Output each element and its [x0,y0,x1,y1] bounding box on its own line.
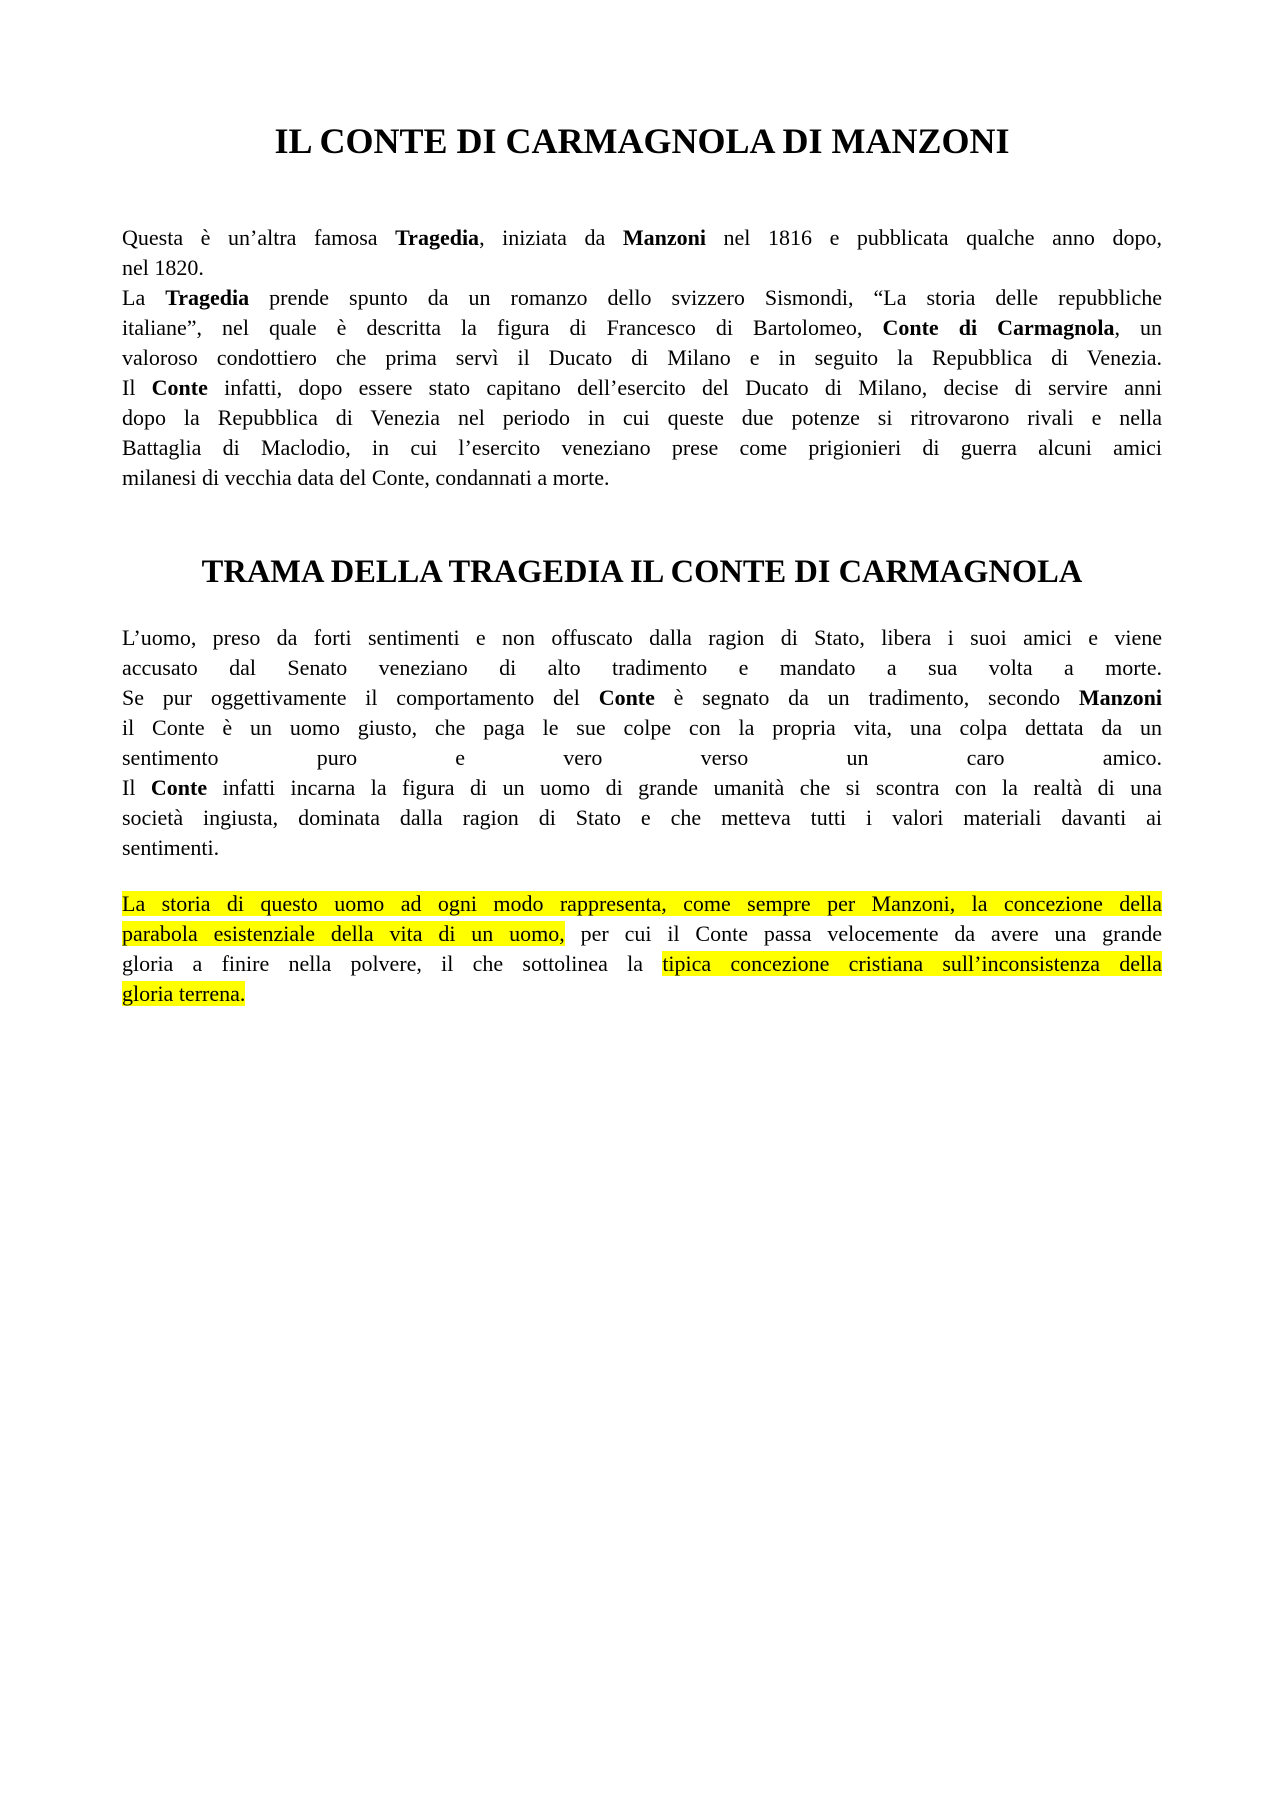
text-line [122,979,1162,1009]
bold-text: Tragedia [165,285,250,310]
text-run: , un [1114,315,1162,340]
text-line: valoroso condottiero che prima servì il Ducato di Milano e in seguito la Repubblica di Venezia. [122,345,1162,370]
text-line [122,313,1162,343]
bold-text: Conte [151,375,208,400]
text-run: Il [122,775,151,800]
highlighted-text: gloria terrena. [122,981,246,1006]
text-line: nel 1820. [122,255,204,280]
text-line: milanesi di vecchia data del Conte, condannati a morte. [122,465,610,490]
highlighted-text: parabola esistenziale della vita di un uomo, [122,921,565,946]
text-run: La [122,285,166,310]
bold-text: Conte [598,685,655,710]
text-run: Se pur oggettivamente il comportamento del [122,685,599,710]
text-line: accusato dal Senato veneziano di alto tradimento e mandato a sua volta a morte. [122,655,1162,680]
text-run: gloria a finire nella polvere, il che sottolinea la [122,951,663,976]
bold-text: Tragedia [395,225,480,250]
text-line [122,373,1162,403]
page-title: IL CONTE DI CARMAGNOLA DI MANZONI [274,121,1010,161]
text-line [122,683,1162,713]
text-line: sentimenti. [122,835,220,860]
bold-text: Conte di Carmagnola [882,315,1115,340]
text-run: Il [122,375,152,400]
closing-paragraph [122,889,1162,1009]
intro-paragraph [122,223,1162,493]
text-line: sentimento puro e vero verso un caro amico. [122,745,1162,770]
text-line [122,773,1162,803]
text-line [122,889,1162,919]
highlighted-text: La storia di questo uomo ad ogni modo rappresenta, come sempre per Manzoni, la concezione della [122,891,1162,916]
text-line: il Conte è un uomo giusto, che paga le sue colpe con la propria vita, una colpa dettata da un [122,715,1162,740]
text-line: società ingiusta, dominata dalla ragion di Stato e che metteva tutti i valori materiali davanti ai [122,805,1162,830]
bold-text: Manzoni [1078,685,1162,710]
text-run: per cui il Conte passa velocemente da avere una grande [564,921,1162,946]
text-line [122,919,1162,949]
text-run: Questa è un’altra famosa [122,225,396,250]
text-run: nel 1816 e pubblicata qualche anno dopo, [705,225,1162,250]
text-run: infatti incarna la figura di un uomo di grande umanità che si scontra con la realtà di una [207,775,1162,800]
highlighted-text: tipica concezione cristiana sull’inconsistenza della [662,951,1162,976]
bold-text: Conte [150,775,208,800]
text-line: Battaglia di Maclodio, in cui l’esercito veneziano prese come prigionieri di guerra alcuni amici [122,435,1162,460]
text-run: è segnato da un tradimento, secondo [654,685,1079,710]
bold-text: Manzoni [622,225,706,250]
text-line: L’uomo, preso da forti sentimenti e non offuscato dalla ragion di Stato, libera i suoi amici e viene [122,625,1162,650]
text-run: infatti, dopo essere stato capitano dell’esercito del Ducato di Milano, decise di servire anni [207,375,1162,400]
text-line [122,283,1162,313]
text-line [122,223,1162,253]
section-title: TRAMA DELLA TRAGEDIA IL CONTE DI CARMAGNOLA [201,554,1083,590]
text-run: italiane”, nel quale è descritta la figura di Francesco di Bartolomeo, [122,315,883,340]
plot-paragraph [122,623,1162,863]
text-run: prende spunto da un romanzo dello svizzero Sismondi, “La storia delle repubbliche [249,285,1163,310]
text-line: dopo la Repubblica di Venezia nel periodo in cui queste due potenze si ritrovarono rivali e nella [122,405,1162,430]
text-line [122,949,1162,979]
text-run: , iniziata da [479,225,623,250]
